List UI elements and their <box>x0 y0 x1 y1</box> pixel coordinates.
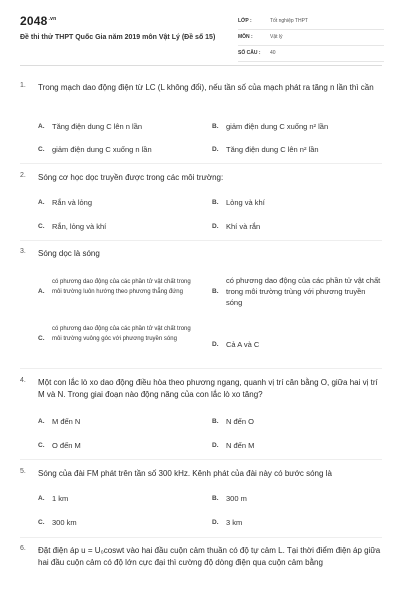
option-a[interactable]: A. M đến N <box>38 417 81 426</box>
meta-label: LỚP : <box>238 18 252 24</box>
question-number: 3. <box>20 248 26 255</box>
option-d[interactable]: D. N đến M <box>212 441 255 450</box>
option-b[interactable]: B. giảm điện dung C xuống n² lần <box>212 122 329 131</box>
question-number: 6. <box>20 545 26 552</box>
option-c[interactable]: C. giảm điện dung C xuống n lần <box>38 145 152 154</box>
question-text: Sóng dọc là sóng <box>38 249 100 258</box>
question-number: 4. <box>20 377 26 384</box>
question-divider <box>20 240 382 241</box>
option-b[interactable]: B. N đến O <box>212 417 254 426</box>
question-divider <box>20 368 382 369</box>
option-a[interactable]: A. Tăng điện dung C lên n lần <box>38 122 143 131</box>
option-c[interactable]: C. O đến M <box>38 441 81 450</box>
option-c[interactable]: C. 300 km <box>38 518 77 527</box>
question-text: Một con lắc lò xo dao động điều hòa theo phương ngang, quanh vị trí cân bằng O, giữa hai vị trí M và N. Trong giai đoạn nào động năng của con lắc lò xo tăng? <box>38 378 378 399</box>
question-number: 1. <box>20 82 26 89</box>
option-d[interactable]: D. Tăng điện dung C lên n² lần <box>212 145 319 154</box>
question-number: 5. <box>20 468 26 475</box>
option-c[interactable]: C.có phương dao động của các phần tử vật chất trong môi trường vuông góc với phương truyền sóng <box>38 326 191 342</box>
meta-label: SỐ CÂU : <box>238 50 261 56</box>
option-a[interactable]: A. 1 km <box>38 494 69 503</box>
option-b[interactable]: B.có phương dao động của các phần tử vật chất trong môi trường trùng với phương truyền sóng <box>212 276 381 307</box>
option-a[interactable]: A. Rắn và lỏng <box>38 198 93 207</box>
logo-suffix: .vn <box>48 16 57 22</box>
question-text: Trong mạch dao động điện từ LC (L không đổi), nếu tần số của mạch phát ra tăng n lần thì cần <box>38 83 374 92</box>
option-d[interactable]: D. Khí và rắn <box>212 222 261 231</box>
option-b[interactable]: B. 300 m <box>212 494 247 503</box>
meta-value: Tốt nghiệp THPT <box>270 18 308 24</box>
option-d[interactable]: D. 3 km <box>212 518 243 527</box>
option-c[interactable]: C. Rắn, lỏng và khí <box>38 222 107 231</box>
meta-value: 40 <box>270 50 276 56</box>
question-number: 2. <box>20 172 26 179</box>
question-text: Sóng cơ học dọc truyền được trong các môi trường: <box>38 173 224 182</box>
meta-label: MÔN : <box>238 34 253 40</box>
question-text: Sóng của đài FM phát trên tần số 300 kHz. Kênh phát của đài này có bước sóng là <box>38 469 332 478</box>
question-divider <box>20 459 382 460</box>
option-a[interactable]: A.có phương dao động của các phần tử vật chất trong môi trường luôn hướng theo phương thẳng đứng <box>38 279 191 295</box>
option-b[interactable]: B. Lỏng và khí <box>212 198 265 207</box>
option-d[interactable]: D. Cả A và C <box>212 340 260 349</box>
exam-title: Đề thi thử THPT Quốc Gia năm 2019 môn Vật Lý (Đề số 15) <box>20 34 216 41</box>
meta-value: Vật lý <box>270 34 283 40</box>
question-text: Đặt điện áp u = U₀coswt vào hai đầu cuộn cảm thuần có độ tự cảm L. Tại thời điểm điện áp giữa hai đầu cuộn cảm có độ lớn cực đại thì cường độ dòng điện qua cuộn cảm bằng <box>38 546 381 567</box>
logo-text: 2048 <box>20 14 48 28</box>
question-divider <box>20 163 382 164</box>
question-divider <box>20 537 382 538</box>
